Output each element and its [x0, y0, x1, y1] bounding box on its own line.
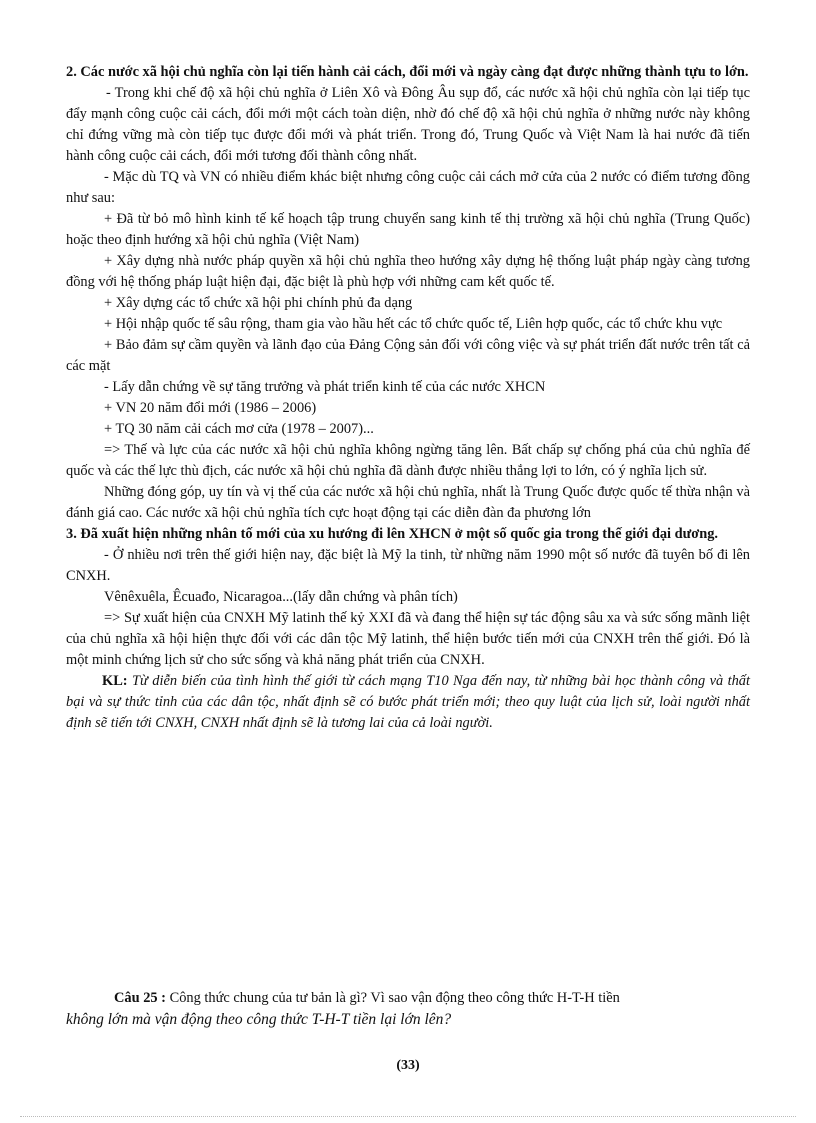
section-2-bullet-5: + Bảo đảm sự cầm quyền và lãnh đạo của Đảng Cộng sản đối với công việc và sự phát triển đất nước trên tất cả các mặt: [66, 337, 750, 374]
section-3-heading: 3. Đã xuất hiện những nhân tố mới của xu hướng đi lên XHCN ở một số quốc gia trong thế giới đại dương.: [66, 526, 719, 542]
section-2-bullet-3: + Xây dựng các tổ chức xã hội phi chính phủ đa dạng: [104, 295, 413, 311]
section-2-bullet-6: - Lấy dẫn chứng về sự tăng trưởng và phát triển kinh tế của các nước XHCN: [104, 379, 546, 395]
section-2-paragraph-1: - Trong khi chế độ xã hội chủ nghĩa ở Liên Xô và Đông Âu sụp đổ, các nước xã hội chủ nghĩa còn lại tiếp tục đẩy mạnh công cuộc cải cách, đổi mới một cách toàn diện, nhờ đó chế độ xã hội chủ nghĩa ở những nước này không chỉ đứng vững mà còn tiếp tục được đổi mới và phát triển. Trong đó, Trung Quốc và Việt Nam là hai nước đã tiến hành công cuộc cải cách, đổi mới tương đối thành công nhất.: [66, 85, 750, 164]
section-3-examples: Vênêxuêla, Êcuađo, Nicaragoa...(lấy dẫn chứng và phân tích): [104, 589, 458, 605]
document-body: [66, 62, 750, 734]
section-2-conclusion: => Thế và lực của các nước xã hội chủ nghĩa không ngừng tăng lên. Bất chấp sự chống phá của chủ nghĩa đế quốc và các thế lực thù địch, các nước xã hội chủ nghĩa đã dành được nhiều thắng lợi to lớn, có ý nghĩa lịch sử.: [66, 442, 750, 479]
question-line-1: [66, 987, 750, 1009]
kl-paragraph: [66, 671, 750, 734]
footer-divider: [20, 1116, 796, 1117]
section-3-paragraph-1: - Ở nhiều nơi trên thế giới hiện nay, đặc biệt là Mỹ la tinh, từ những năm 1990 một số nước đã tuyên bố đi lên CNXH.: [66, 547, 750, 584]
section-2-bullet-7: + VN 20 năm đổi mới (1986 – 2006): [104, 400, 317, 416]
section-2-bullet-2: + Xây dựng nhà nước pháp quyền xã hội chủ nghĩa theo hướng xây dựng hệ thống luật pháp ngày càng tương đồng với hệ thống pháp luật hiện đại, đặc biệt là phù hợp với những cam kết quốc tế.: [66, 253, 750, 290]
page-number: (33): [396, 1058, 420, 1073]
question-label: Câu 25 :: [114, 990, 166, 1006]
section-2-bullet-4: + Hội nhập quốc tế sâu rộng, tham gia vào hầu hết các tổ chức quốc tế, Liên hợp quốc, các tổ chức khu vực: [104, 316, 723, 332]
section-2-bullet-8: + TQ 30 năm cải cách mơ cửa (1978 – 2007)...: [104, 421, 374, 437]
question-line-2: [66, 1009, 750, 1031]
section-2-heading: 2. Các nước xã hội chủ nghĩa còn lại tiến hành cải cách, đổi mới và ngày càng đạt được những thành tựu to lớn.: [66, 64, 749, 80]
question-text: Công thức chung của tư bản là gì? Vì sao vận động theo công thức H-T-H tiền: [169, 990, 620, 1006]
question-text-italic: không lớn mà vận động theo công thức T-H-T tiền lại lớn lên?: [66, 1011, 452, 1028]
section-2-paragraph-4: Những đóng góp, uy tín và vị thế của các nước xã hội chủ nghĩa, nhất là Trung Quốc được quốc tế thừa nhận và đánh giá cao. Các nước xã hội chủ nghĩa tích cực hoạt động tại các diễn đàn đa phương lớn: [66, 484, 750, 521]
section-2-paragraph-2: - Mặc dù TQ và VN có nhiều điểm khác biệt nhưng công cuộc cải cách mở cửa của 2 nước có điểm tương đồng như sau:: [66, 169, 750, 206]
section-2-bullet-1: + Đã từ bỏ mô hình kinh tế kế hoạch tập trung chuyển sang kinh tế thị trường xã hội chủ nghĩa (Trung Quốc) hoặc theo định hướng xã hội chủ nghĩa (Việt Nam): [66, 211, 750, 248]
section-3-conclusion: => Sự xuất hiện của CNXH Mỹ latinh thế kỷ XXI đã và đang thể hiện sự tác động sâu xa và sức sống mãnh liệt của chủ nghĩa xã hội hiện thực đối với các dân tộc Mỹ latinh, thể hiện bước tiến mới của CNXH trên thế giới. Đó là một minh chứng lịch sử cho sức sống và khả năng phát triển của CNXH.: [66, 610, 750, 668]
kl-label: KL:: [102, 673, 128, 689]
kl-text: Từ diễn biến của tình hình thế giới từ cách mạng T10 Nga đến nay, từ những bài học thành công và thất bại và sự thức tỉnh của các dân tộc, nhất định sẽ có bước phát triển mới; theo quy luật của lịch sử, loài người nhất định sẽ tiến tới CNXH, CNXH nhất định sẽ là tương lai của cả loài người.: [66, 673, 750, 731]
question-25: [66, 987, 750, 1031]
